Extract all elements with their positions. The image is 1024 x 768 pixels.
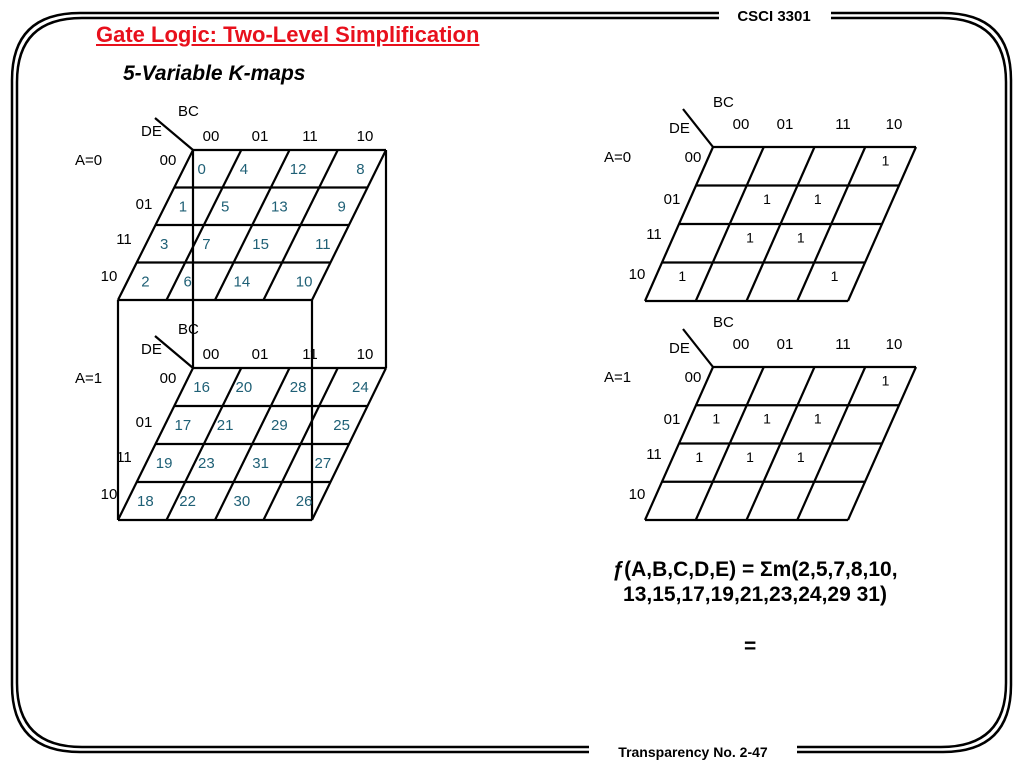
cube-a1-minterm: 17 bbox=[174, 417, 192, 434]
cube-a1-minterm: 26 bbox=[295, 493, 313, 510]
cube-a1-minterm: 24 bbox=[352, 379, 369, 396]
cube-a0-minterm: 10 bbox=[295, 273, 313, 291]
cube-a0-minterm: 5 bbox=[220, 198, 230, 216]
cube-a1-bc-code: 00 bbox=[202, 346, 220, 363]
cube-a0-minterm: 1 bbox=[178, 198, 188, 216]
cube-a1-de-code: 11 bbox=[116, 449, 132, 466]
cube-a0-minterm: 4 bbox=[239, 160, 249, 178]
kmap-a1-bc-code: 00 bbox=[732, 336, 750, 353]
kmap-a1-de-code: 10 bbox=[628, 486, 646, 503]
kmap-a1-cell-value: 1 bbox=[813, 410, 822, 427]
kmap-a1-bc-code: 11 bbox=[835, 336, 851, 353]
cube-a1-bc-code: 01 bbox=[251, 346, 269, 363]
cube-a0-minterm: 11 bbox=[315, 235, 331, 253]
result-equals: = bbox=[744, 635, 757, 658]
cube-a0-bc-code: 10 bbox=[356, 128, 374, 145]
cube-a0-minterm: 7 bbox=[202, 235, 211, 253]
cube-a1-bc-code: 10 bbox=[356, 346, 374, 363]
cube-a1-minterm: 28 bbox=[289, 379, 307, 396]
cube-a0-a-label: A=0 bbox=[75, 152, 103, 169]
kmap-a0-cell-value: 1 bbox=[763, 190, 771, 207]
kmap-a0-bc-code: 10 bbox=[885, 116, 903, 133]
cube-a1-de-code: 01 bbox=[135, 414, 153, 431]
kmap-a1-de-code: 11 bbox=[646, 446, 662, 463]
cube-a0-minterm: 6 bbox=[183, 273, 192, 291]
slide-title: Gate Logic: Two-Level Simplification bbox=[96, 22, 480, 47]
cube-a0-bc-code: 11 bbox=[302, 128, 318, 145]
cube-a0-de-code: 00 bbox=[159, 152, 177, 169]
kmap-a0-cell-value: 1 bbox=[813, 190, 822, 207]
function-line-2: 13,15,17,19,21,23,24,29 31) bbox=[623, 583, 887, 606]
cube-a1-minterm: 21 bbox=[216, 417, 234, 434]
cube-a1-bc-code: 11 bbox=[302, 346, 318, 363]
kmap-a0-bc-code: 01 bbox=[776, 116, 794, 133]
kmap-a1-bc-label: BC bbox=[713, 314, 734, 331]
kmap-a1-bc-code: 10 bbox=[885, 336, 903, 353]
cube-a1-de-code: 00 bbox=[159, 370, 177, 387]
kmap-a1-de-code: 00 bbox=[684, 369, 702, 386]
cube-a0-minterm: 14 bbox=[233, 273, 251, 291]
cube-a1-minterm: 25 bbox=[333, 417, 350, 434]
function-expression bbox=[560, 557, 950, 607]
cube-a1-minterm: 20 bbox=[235, 379, 253, 396]
cube-a1-minterm: 18 bbox=[137, 493, 154, 510]
kmap-a1-bc-code: 01 bbox=[776, 336, 794, 353]
cube-a0-de-code: 01 bbox=[135, 196, 153, 213]
kmap-a0-de-code: 10 bbox=[628, 266, 646, 283]
kmap-a0-cell-value: 1 bbox=[881, 152, 890, 169]
cube-a0-minterm: 2 bbox=[141, 273, 150, 291]
cube-a1-minterm: 29 bbox=[271, 417, 288, 434]
transparency-number: Transparency No. 2-47 bbox=[618, 744, 768, 760]
kmap-a0-a-label: A=0 bbox=[604, 149, 632, 166]
cube-a1-de-code: 10 bbox=[100, 486, 118, 503]
kmap-a1-de-code: 01 bbox=[663, 411, 681, 428]
cube-a0-minterm: 8 bbox=[356, 160, 365, 178]
slide-subtitle: 5-Variable K-maps bbox=[123, 62, 306, 85]
kmap-a1-cell-value: 1 bbox=[712, 410, 721, 427]
kmap-a0-bc-code: 00 bbox=[732, 116, 750, 133]
cube-a0-minterm: 15 bbox=[252, 235, 269, 253]
cube-a0-de-code: 10 bbox=[100, 268, 118, 285]
cube-a0-bc-code: 01 bbox=[251, 128, 269, 145]
kmap-a0-cell-value: 1 bbox=[796, 229, 805, 246]
kmap-a0-de-code: 01 bbox=[663, 191, 681, 208]
cube-a1-minterm: 30 bbox=[233, 493, 251, 510]
course-label: CSCI 3301 bbox=[737, 8, 811, 25]
kmap-a0-cell-value: 1 bbox=[746, 229, 754, 246]
cube-a1-minterm: 22 bbox=[179, 493, 196, 510]
kmap-a1-cell-value: 1 bbox=[796, 448, 805, 465]
cube-a1-minterm: 31 bbox=[252, 455, 269, 472]
kmap-a0-bc-code: 11 bbox=[835, 116, 851, 133]
kmap-a1-cell-value: 1 bbox=[746, 448, 754, 465]
cube-a0-bc-label: BC bbox=[178, 103, 199, 120]
cube-a0-de-code: 11 bbox=[116, 231, 132, 248]
cube-a0-minterm: 9 bbox=[337, 198, 346, 216]
kmap-a1-cell-value: 1 bbox=[881, 372, 890, 389]
kmap-a0-de-code: 00 bbox=[684, 149, 702, 166]
cube-a1-bc-label: BC bbox=[178, 321, 199, 338]
cube-a0-minterm: 13 bbox=[271, 198, 288, 216]
cube-a1-a-label: A=1 bbox=[75, 370, 103, 387]
cube-a1-minterm: 23 bbox=[198, 455, 215, 472]
cube-a0-minterm: 0 bbox=[197, 160, 206, 178]
cube-a0-de-label: DE bbox=[141, 123, 162, 140]
function-line-1: ƒ(A,B,C,D,E) = Σm(2,5,7,8,10, bbox=[612, 558, 898, 581]
cube-a0-minterm: 3 bbox=[159, 235, 169, 253]
kmap-a1-a-label: A=1 bbox=[604, 369, 632, 386]
cube-a1-minterm: 19 bbox=[155, 455, 173, 472]
cube-a0-bc-code: 00 bbox=[202, 128, 220, 145]
cube-a1-de-label: DE bbox=[141, 341, 162, 358]
kmap-a0-cell-value: 1 bbox=[830, 267, 839, 284]
cube-a1-minterm: 27 bbox=[314, 455, 332, 472]
cube-a0-minterm: 12 bbox=[289, 160, 307, 178]
kmap-a0-bc-label: BC bbox=[713, 94, 734, 111]
kmap-a1-cell-value: 1 bbox=[695, 448, 704, 465]
kmap-a0-de-label: DE bbox=[669, 120, 690, 137]
cube-a1-minterm: 16 bbox=[193, 379, 210, 396]
kmap-a0-de-code: 11 bbox=[646, 226, 662, 243]
kmap-a0-cell-value: 1 bbox=[678, 267, 687, 284]
kmap-a1-cell-value: 1 bbox=[763, 410, 771, 427]
kmap-a1-de-label: DE bbox=[669, 340, 690, 357]
